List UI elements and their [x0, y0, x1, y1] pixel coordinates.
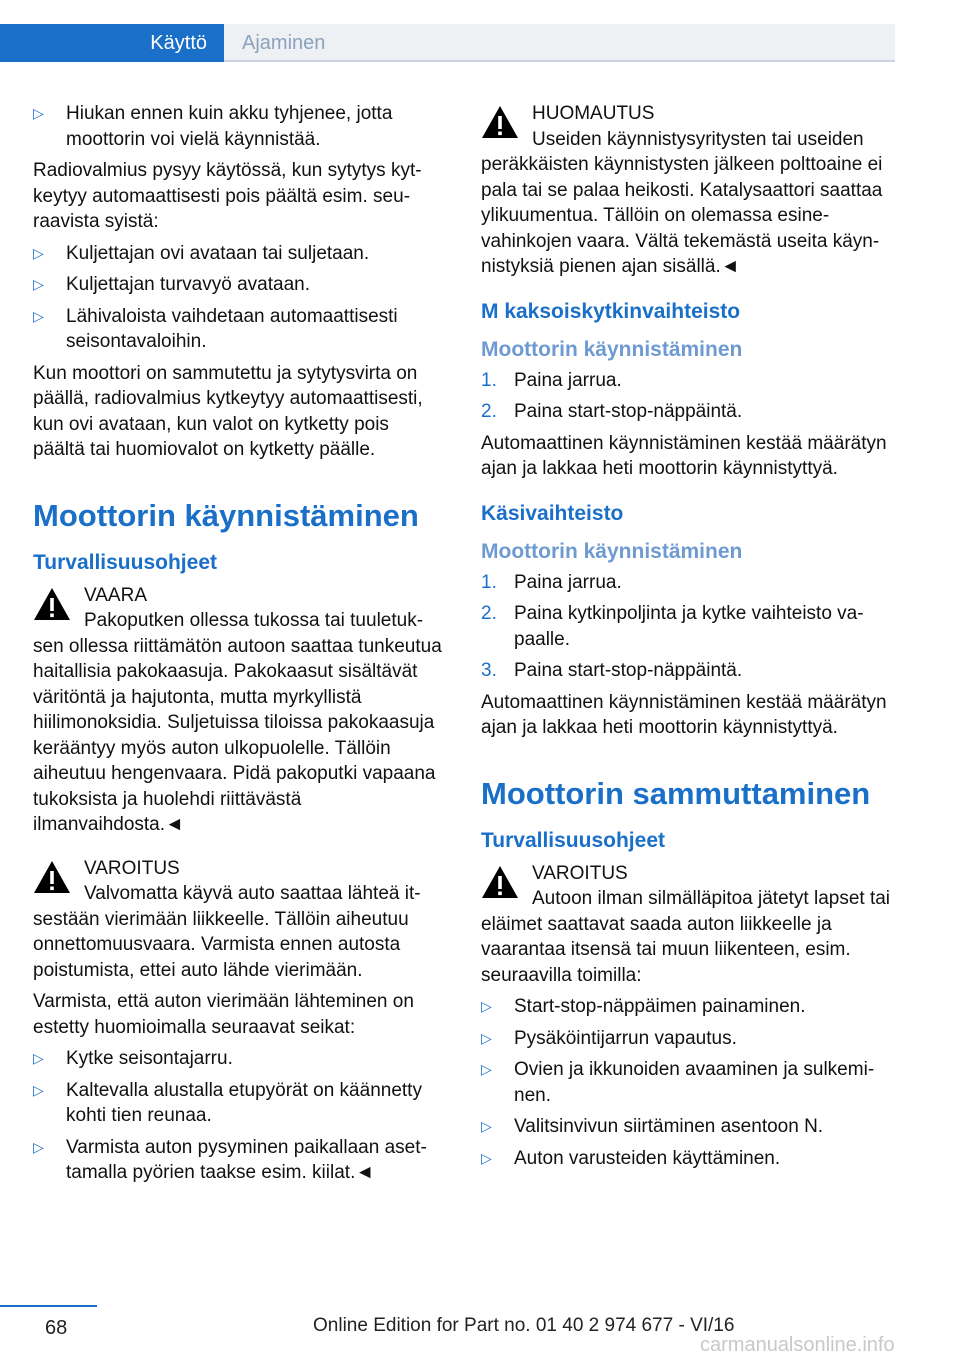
- edition-note: Online Edition for Part no. 01 40 2 974 677 - VI/16: [313, 1315, 735, 1336]
- list-item: [33, 1046, 443, 1072]
- list-item: [481, 1057, 895, 1108]
- list-item-text: Paina jarrua.: [514, 369, 622, 391]
- list-item-text: Kuljettajan turvavyö avataan.: [66, 274, 310, 295]
- bullet-triangle-icon: ▷: [33, 1050, 44, 1066]
- subsection-title: M kaksoiskytkinvaihteisto: [481, 299, 741, 323]
- list-item-text: Auton varusteiden käyttäminen.: [514, 1147, 781, 1169]
- right-column: [481, 101, 895, 1177]
- paragraph: Automaattinen käynnistäminen kestää määrätyn ajan ja lakkaa heti moottorin käynnistyttyä.: [481, 691, 887, 738]
- list-item: [33, 1135, 443, 1186]
- bullet-triangle-icon: ▷: [33, 307, 44, 324]
- list-item-text: Paina jarrua.: [514, 571, 622, 593]
- list-item: [481, 658, 895, 684]
- list-item-text: Valitsinvivun siirtäminen asentoon N.: [514, 1116, 824, 1137]
- step-number: 3.: [481, 660, 497, 681]
- step-number: 1.: [481, 571, 497, 593]
- list-item-text: Start-stop-näppäimen painaminen.: [514, 996, 806, 1017]
- bullet-triangle-icon: ▷: [481, 1118, 492, 1134]
- list-item-text: Kytke seisontajarru.: [66, 1048, 233, 1069]
- bullet-triangle-icon: ▷: [33, 1138, 44, 1155]
- warning-block: [33, 583, 443, 838]
- bullet-triangle-icon: ▷: [481, 1149, 492, 1166]
- page-header: [0, 0, 895, 62]
- subsubsection-title: Moottorin käynnistäminen: [481, 337, 743, 361]
- bullet-triangle-icon: ▷: [33, 244, 44, 261]
- warning-label: VAARA: [84, 584, 148, 606]
- list-item-text: Ovien ja ikkunoiden avaaminen ja sulkeminen.: [514, 1059, 875, 1106]
- list-item: [33, 101, 443, 152]
- header-divider: [224, 60, 895, 62]
- notice-text: Useiden käynnistysyritysten tai useiden peräkkäisten käynnistysten jälkeen polttoaine ei pala tai se palaa heikosti. Katalysaattori saattaa ylikuumentua. Tällöin on olemassa esinevahinkojen vaara. Vältä tekemästä useita käynnistyksiä pienen ajan sisällä.◄: [481, 128, 883, 277]
- list-item: [481, 570, 895, 596]
- list-item-text: Kuljettajan ovi avataan tai suljetaan.: [66, 242, 370, 264]
- subsection-title: Turvallisuusohjeet: [481, 828, 665, 852]
- bullet-triangle-icon: ▷: [481, 1061, 492, 1077]
- bullet-triangle-icon: ▷: [481, 1029, 492, 1046]
- warning-text: Valvomatta käyvä auto saattaa lähteä itsestään vierimään liikkeelle. Tällöin aiheutuu onnettomuusvaara. Varmista ennen autosta poistumista, ettei auto lähde vierimään.: [33, 883, 421, 981]
- paragraph: Kun moottori on sammutettu ja sytytysvirta on päällä, radiovalmius kytkeytyy automaattisesti, kun ovi avataan, kun valot on kytketty pois päältä tai huomiovalot on kytketty päälle.: [33, 362, 423, 460]
- subsection-title: Turvallisuusohjeet: [33, 550, 217, 574]
- list-item-text: Paina start-stop-näppäintä.: [514, 660, 743, 681]
- list-item-text: Lähivaloista vaihdetaan automaattisesti seisontavaloihin.: [66, 305, 398, 352]
- step-number: 2.: [481, 401, 497, 422]
- list-item-text: Hiukan ennen kuin akku tyhjenee, jotta moottorin voi vielä käynnistää.: [66, 103, 393, 150]
- section-title: Moottorin käynnistäminen: [33, 497, 419, 533]
- list-item: [481, 399, 895, 425]
- step-number: 1.: [481, 369, 497, 391]
- list-item: [481, 368, 895, 394]
- bullet-triangle-icon: ▷: [33, 1081, 44, 1098]
- list-item: [481, 601, 895, 652]
- warning-text: Pakoputken ollessa tukossa tai tuuletuksen ollessa riittämätön autoon saattaa tunkeutua haitallisia pakokaasuja. Pakokaasut sisältävät väritöntä ja hajutonta, mutta myrkyllistä hiilimonoksidia. Suljetuissa tiloissa pakokaasuja kerääntyy myös auton ulkopuolelle. Tällöin aiheutuu hengenvaara. Pidä pakoputki vapaana tukoksista ja huolehdi riittävästä ilmanvaihdosta.◄: [33, 610, 442, 835]
- list-item: [481, 1114, 895, 1140]
- list-item: [33, 1078, 443, 1129]
- warning-triangle-icon: [481, 865, 519, 899]
- list-item: [481, 994, 895, 1020]
- warning-label: VAROITUS: [84, 857, 180, 879]
- list-item: [33, 304, 443, 355]
- tab-ajaminen[interactable]: [224, 24, 895, 62]
- footer-rule: [0, 1305, 97, 1307]
- warning-block: [33, 856, 443, 984]
- list-item-text: Pysäköintijarrun vapautus.: [514, 1027, 737, 1049]
- tab-ajaminen-label: Ajaminen: [242, 31, 326, 54]
- warning-triangle-icon: [33, 860, 71, 894]
- list-item: [481, 1026, 895, 1052]
- notice-block: [481, 101, 895, 280]
- list-item: [481, 1146, 895, 1172]
- paragraph: Radiovalmius pysyy käytössä, kun sytytys kytkeytyy automaattisesti pois päältä esim. seuraavista syistä:: [33, 160, 422, 232]
- list-item-text: Paina kytkinpoljinta ja kytke vaihteisto vapaalle.: [514, 603, 864, 650]
- subsubsection-title: Moottorin käynnistäminen: [481, 539, 743, 563]
- warning-text: Autoon ilman silmälläpitoa jätetyt lapset tai eläimet saattavat saada auton liikkeelle ja vaarantaa itsensä tai muun liikenteen, esim. seuraavilla toimilla:: [481, 888, 891, 986]
- list-item-text: Varmista auton pysyminen paikallaan asettamalla pyörien taakse esim. kiilat.◄: [66, 1136, 427, 1183]
- section-title: Moottorin sammuttaminen: [481, 775, 871, 811]
- warning-triangle-icon: [481, 105, 519, 139]
- paragraph: Varmista, että auton vierimään lähteminen on estetty huomioimalla seuraavat seikat:: [33, 991, 414, 1038]
- warning-label: VAROITUS: [532, 862, 628, 884]
- page-number: 68: [45, 1317, 68, 1339]
- paragraph: Automaattinen käynnistäminen kestää määrätyn ajan ja lakkaa heti moottorin käynnistyttyä.: [481, 432, 887, 479]
- step-number: 2.: [481, 603, 497, 624]
- tab-kaytto[interactable]: [0, 24, 224, 62]
- warning-triangle-icon: [33, 587, 71, 621]
- tab-kaytto-label: Käyttö: [150, 31, 207, 54]
- warning-block: [481, 861, 895, 989]
- watermark: carmanualsonline.info: [700, 1334, 895, 1356]
- subsection-title: Käsivaihteisto: [481, 501, 624, 525]
- list-item: [33, 272, 443, 298]
- bullet-triangle-icon: ▷: [33, 105, 44, 121]
- list-item-text: Paina start-stop-näppäintä.: [514, 401, 743, 422]
- list-item-text: Kaltevalla alustalla etupyörät on käännetty kohti tien reunaa.: [66, 1079, 422, 1126]
- bullet-triangle-icon: ▷: [481, 998, 492, 1014]
- notice-label: HUOMAUTUS: [532, 103, 655, 124]
- left-column: [33, 101, 443, 1192]
- list-item: [33, 241, 443, 267]
- bullet-triangle-icon: ▷: [33, 276, 44, 292]
